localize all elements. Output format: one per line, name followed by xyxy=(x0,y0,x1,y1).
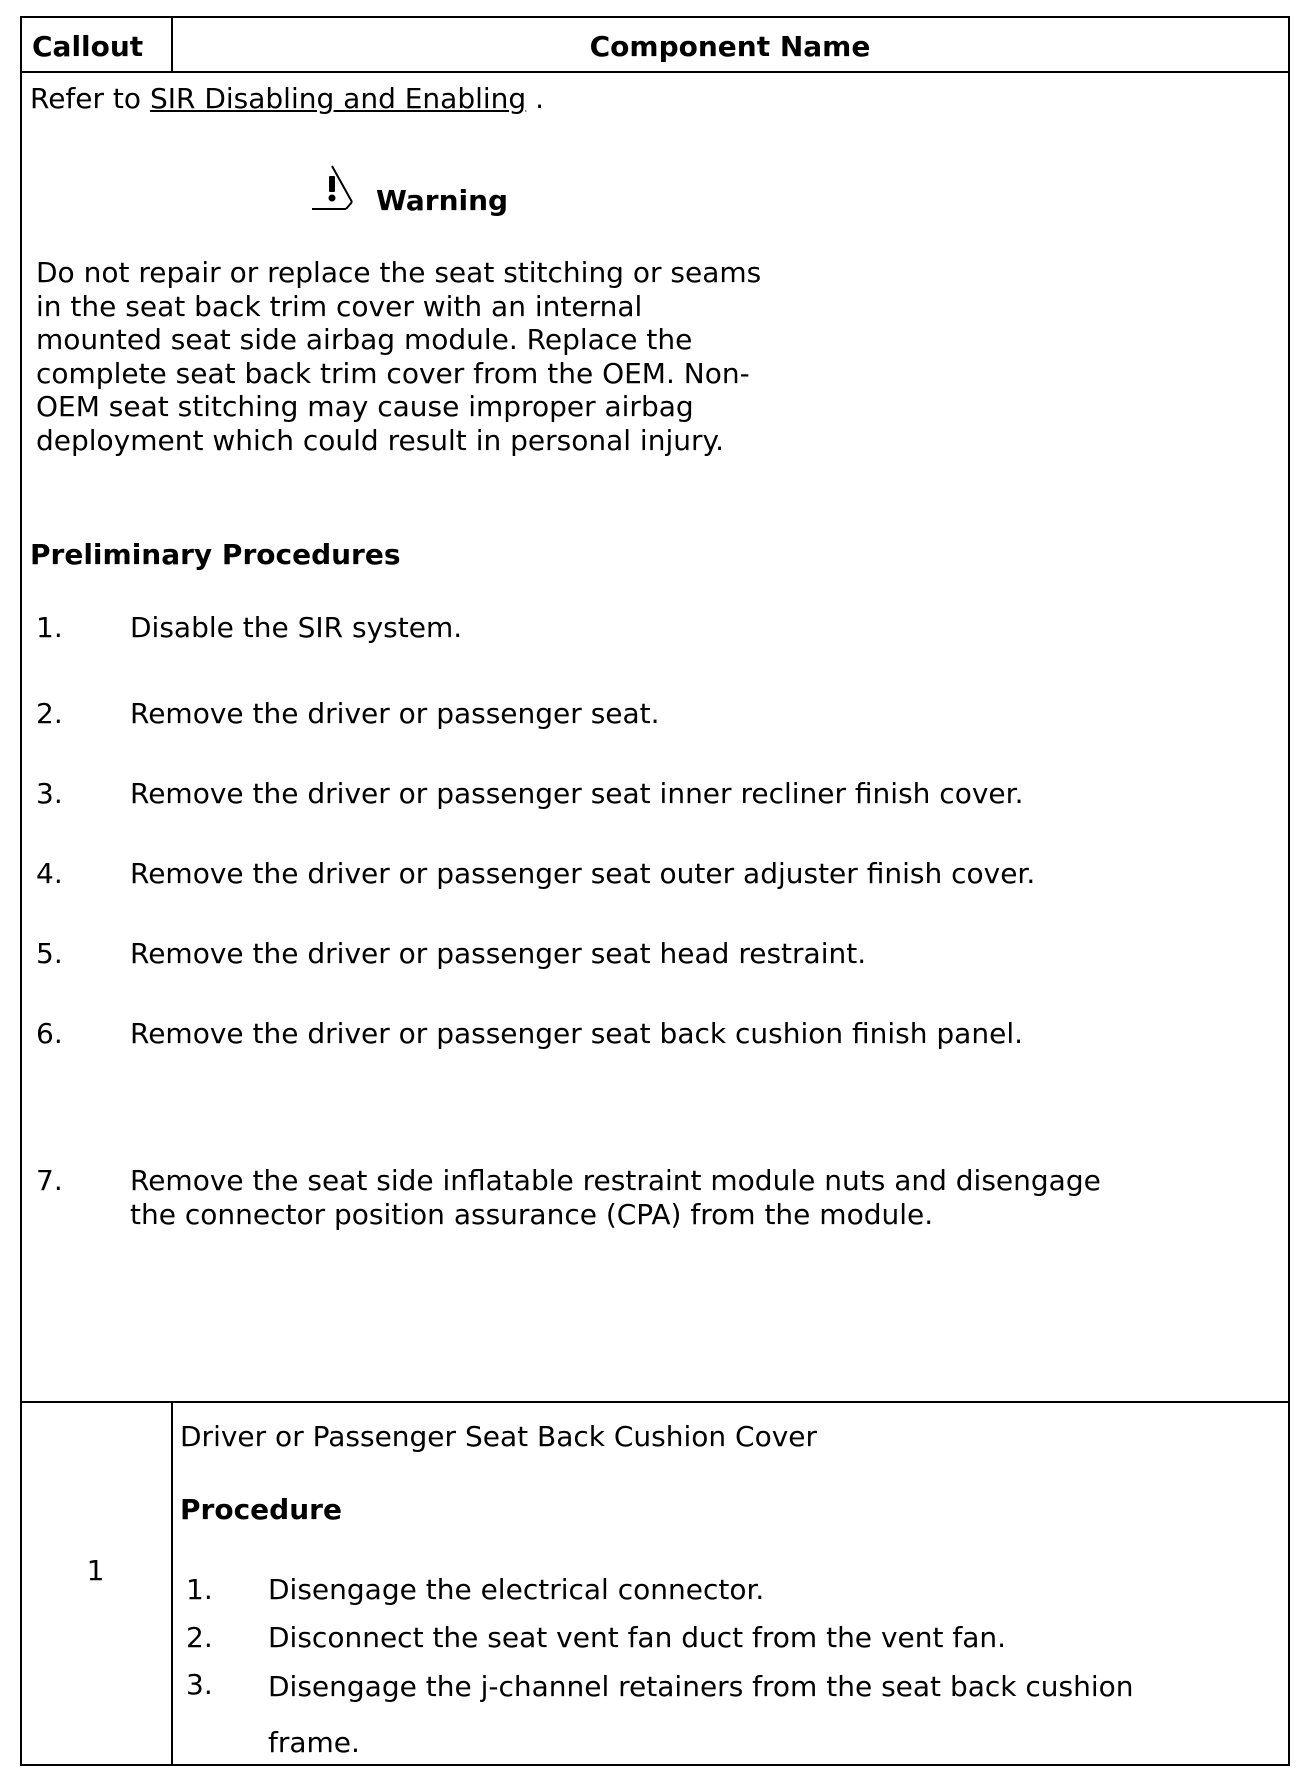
step-text: Remove the driver or passenger seat back cushion finish panel. xyxy=(130,1017,1023,1050)
table-right-border xyxy=(1288,16,1290,1766)
warning-label: Warning xyxy=(376,184,509,217)
table-left-border xyxy=(20,16,22,1766)
header-component-name: Component Name xyxy=(589,30,871,63)
step-text: Remove the driver or passenger seat. xyxy=(130,697,660,730)
component-table xyxy=(20,16,1290,1768)
table-bottom-border xyxy=(20,1764,1290,1766)
warning-text xyxy=(36,256,761,457)
procedure-step-number: 1. xyxy=(186,1573,213,1606)
header-divider xyxy=(20,71,1290,73)
table-top-border xyxy=(20,16,1290,18)
warning-line: OEM seat stitching may cause improper airbag xyxy=(36,390,694,423)
step-number: 4. xyxy=(36,857,63,890)
refer-prefix: Refer to xyxy=(30,82,142,115)
step-text: Remove the seat side inflatable restraint module nuts and disengage xyxy=(130,1164,1101,1197)
procedure-step-number: 3. xyxy=(186,1668,213,1701)
procedure-step-text: Disconnect the seat vent fan duct from the vent fan. xyxy=(268,1621,1007,1654)
procedure-step-text: Disengage the electrical connector. xyxy=(268,1573,765,1606)
step-text: Remove the driver or passenger seat head restraint. xyxy=(130,937,867,970)
warning-line: deployment which could result in personal injury. xyxy=(36,423,724,457)
warning-icon xyxy=(310,164,372,216)
preliminary-procedures-title: Preliminary Procedures xyxy=(30,538,401,571)
header-callout: Callout xyxy=(32,30,144,63)
sir-disabling-link[interactable]: SIR Disabling and Enabling xyxy=(149,82,527,115)
step-text: the connector position assurance (CPA) from the module. xyxy=(130,1198,934,1231)
step-number: 1. xyxy=(36,611,63,644)
step-text: Disable the SIR system. xyxy=(130,611,463,644)
step-number: 2. xyxy=(36,697,63,730)
refer-line xyxy=(30,82,544,116)
row-column-divider xyxy=(171,1401,173,1766)
step-number: 5. xyxy=(36,937,63,970)
component-name: Driver or Passenger Seat Back Cushion Cover xyxy=(180,1420,818,1453)
step-text: Remove the driver or passenger seat outer adjuster finish cover. xyxy=(130,857,1036,890)
row-divider xyxy=(20,1401,1290,1403)
refer-suffix: . xyxy=(535,82,544,115)
procedure-step-number: 2. xyxy=(186,1621,213,1654)
procedure-step-text: frame. xyxy=(268,1726,360,1759)
warning-line: Do not repair or replace the seat stitching or seams xyxy=(36,256,762,289)
procedure-step-text: Disengage the j-channel retainers from the seat back cushion xyxy=(268,1670,1134,1703)
warning-line: in the seat back trim cover with an internal xyxy=(36,289,643,323)
step-number: 3. xyxy=(36,777,63,810)
step-number: 6. xyxy=(36,1017,63,1050)
warning-line: complete seat back trim cover from the OEM. Non- xyxy=(36,356,750,390)
step-text: Remove the driver or passenger seat inner recliner finish cover. xyxy=(130,777,1024,810)
procedure-title: Procedure xyxy=(180,1493,342,1526)
callout-number: 1 xyxy=(86,1554,105,1587)
warning-line: mounted seat side airbag module. Replace the xyxy=(36,323,693,356)
step-number: 7. xyxy=(36,1164,63,1197)
